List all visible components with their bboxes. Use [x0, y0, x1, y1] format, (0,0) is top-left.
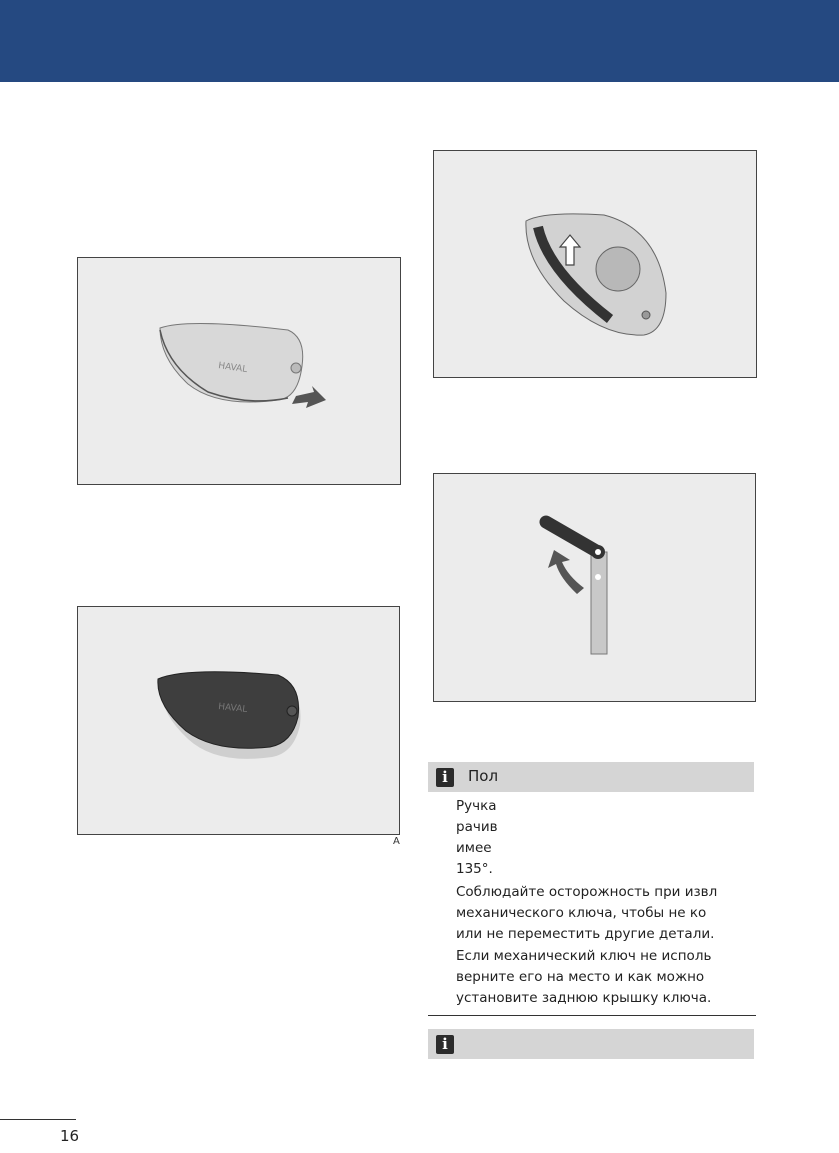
note-header — [428, 762, 754, 792]
note-paragraph — [456, 796, 752, 880]
note-header-2 — [428, 1029, 754, 1059]
note-line: Если механический ключ не исполь — [456, 948, 712, 964]
figure-mechanical-key — [433, 473, 756, 702]
info-icon: i — [436, 768, 454, 787]
figure-key-fob-cover — [77, 606, 400, 835]
info-icon: i — [436, 1035, 454, 1054]
note-paragraph — [456, 882, 752, 945]
footer-rule — [0, 1119, 76, 1120]
page-number: 16 — [60, 1127, 80, 1145]
svg-text:HAVAL: HAVAL — [217, 702, 248, 716]
key-fob-illustration — [78, 258, 400, 484]
key-fob-cover-illustration — [78, 607, 399, 834]
note-line: верните его на место и как можно — [456, 969, 705, 985]
note-line: рачив — [456, 819, 498, 835]
note-line: установите заднюю крышку ключа. — [456, 990, 712, 1006]
svg-text:HAVAL: HAVAL — [217, 361, 248, 376]
mechanical-key-illustration — [434, 474, 755, 701]
figure-key-fob-press — [77, 257, 401, 485]
note-line: имее — [456, 840, 492, 856]
figure-label: A — [393, 836, 400, 847]
figure-key-fob-open — [433, 150, 757, 378]
note-line: Соблюдайте осторожность при извл — [456, 884, 718, 900]
key-fob-open-illustration — [434, 151, 756, 377]
note-title: Пол — [468, 767, 499, 785]
note-line: или не переместить другие детали. — [456, 926, 715, 942]
note-line: механического ключа, чтобы не ко — [456, 905, 707, 921]
note-paragraph — [456, 946, 752, 1009]
note-line: 135°. — [456, 861, 493, 877]
note-divider — [428, 1015, 756, 1016]
header-band — [0, 0, 839, 82]
note-line: Ручка — [456, 798, 497, 814]
